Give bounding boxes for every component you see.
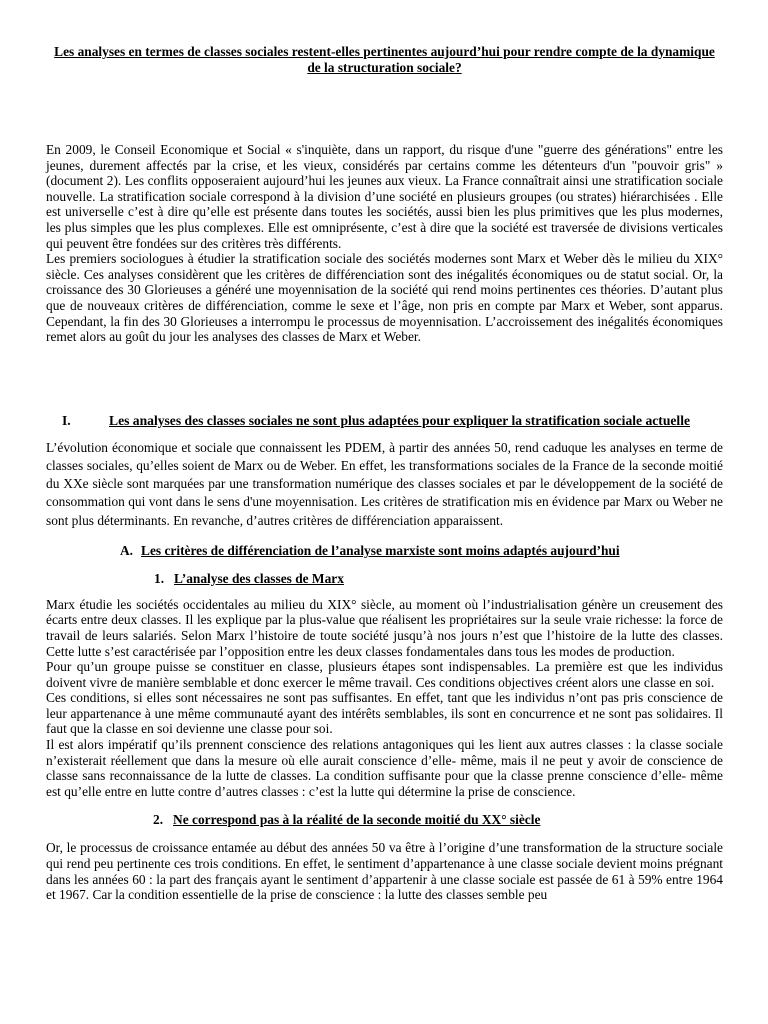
- section-1-body: L’évolution économique et sociale que connaissent les PDEM, à partir des années 50, rend caduque les analyses en terme de classes sociales, qu’elles soient de Marx ou de Weber. En effet, les transformations sociales de la France de la seconde moitié du XXe siècle sont marquées par une transformation numérique des classes sociales et par le développement de la société de consommation qui vont dans le sens d'une moyennisation. Les critères de stratification mis en évidence par Marx ou Weber ne sont plus déterminants. En revanche, d’autres critères de différenciation apparaissent.: [46, 439, 723, 528]
- section-a-title: Les critères de différenciation de l’analyse marxiste sont moins adaptés aujourd’hui: [141, 542, 620, 558]
- intro-paragraph-1: En 2009, le Conseil Economique et Social « s'inquiète, dans un rapport, du risque d'une "guerre des générations" entre les jeunes, durement affectés par la crise, et les vieux, considérés par certains comme les détenteurs d'un "pouvoir gris" » (document 2). Les conflits opposeraient aujourd’hui les jeunes aux vieux. La France connaîtrait ainsi une stratification sociale nouvelle. La stratification sociale correspond à la division d’une société en plusieurs groupes (ou strates) hiérarchisées . Elle est universelle c’est à dire qu’elle est présente dans toutes les sociétés, aussi bien les plus primitives que les plus modernes, les plus simples que les plus complexes. Elle est omniprésente, c’est à dire que la société est traversée de divisions verticales qui peuvent être fondées sur des critères très différents.: [46, 142, 723, 251]
- document-page: [46, 44, 723, 903]
- subsection-2-title: Ne correspond pas à la réalité de la seconde moitié du XX° siècle: [173, 812, 541, 828]
- intro-paragraph-2: Les premiers sociologues à étudier la stratification sociale des sociétés modernes sont Marx et Weber dès le milieu du XIX° siècle. Ces analyses considèrent que les critères de différenciation sont des inégalités économiques ou de statut social. Or, la croissance des 30 Glorieuses a généré une moyennisation de la société qui rend moins pertinentes ces théories. D’autant plus que de nouveaux critères de différenciation, comme le sexe et l’âge, non pris en compte par Marx et Weber, sont apparus. Cependant, la fin des 30 Glorieuses a interrompu le processus de moyennisation. L’accroissement des inégalités économiques remet alors au goût du jour les analyses des classes de Marx et Weber.: [46, 251, 723, 345]
- document-title: Les analyses en termes de classes sociales restent-elles pertinentes aujourd’hui pour rendre compte de la dynamique de la structuration sociale?: [54, 44, 715, 75]
- subsection-2-body: Or, le processus de croissance entamée au début des années 50 va être à l’origine d’une transformation de la structure sociale qui rend peu pertinente ces trois conditions. En effet, le sentiment d’appartenance à une classe sociale devient moins prégnant dans les années 60 : la part des français ayant le sentiment d’appartenir à une classe sociale est passée de 61 à 59% entre 1964 et 1967. Car la condition essentielle de la prise de conscience : la lutte des classes semble peu: [46, 840, 723, 903]
- subsection-1-paragraph-2: Pour qu’un groupe puisse se constituer en classe, plusieurs étapes sont indispensables. La première est que les individus doivent vivre de manière semblable et donc exercer le même travail. Ces conditions objectives créent alors une classe en soi.: [46, 659, 723, 690]
- spacer: [46, 345, 723, 411]
- subsection-1-paragraph-4: Il est alors impératif qu’ils prennent conscience des relations antagoniques qui les lient aux autres classes : la classe sociale n’existerait réellement que dans la mesure où elle aurait conscience d’elle- même, mais il ne peut y avoir de conscience de classe sans reconnaissance de la lutte de classes. La condition suffisante pour que la classe prenne conscience d’elle- même est qu’elle entre en lutte contre d’autres classes : c’est la lutte qui détermine la prise de conscience.: [46, 737, 723, 799]
- subsection-2-heading: [153, 812, 723, 828]
- subsection-1-label: 1.: [154, 570, 165, 586]
- section-1-heading: [46, 411, 723, 431]
- subsection-1-title: L’analyse des classes de Marx: [174, 570, 344, 586]
- section-1-number: I.: [62, 412, 71, 428]
- section-a-label: A.: [120, 542, 134, 558]
- subsection-2-label: 2.: [153, 812, 164, 828]
- subsection-1-paragraph-3: Ces conditions, si elles sont nécessaires ne sont pas suffisantes. En effet, tant que les individus n’ont pas pris conscience de leur appartenance à une même communauté ayant des intérêts semblables, ils sont en concurrence et ne sont pas solidaires. Il faut que la classe en soi devienne une classe pour soi.: [46, 690, 723, 737]
- section-1-title: Les analyses des classes sociales ne sont plus adaptées pour expliquer la stratification sociale actuelle: [109, 412, 691, 428]
- section-a-heading: [120, 543, 723, 559]
- subsection-1-paragraph-1: Marx étudie les sociétés occidentales au milieu du XIX° siècle, au moment où l’industrialisation génère un creusement des écarts entre deux classes. Il les explique par la plus-value que réalisent les propriétaires sur la seule vraie richesse: la force de travail de leurs salariés. Selon Marx l’histoire de toute société jusqu’à nos jours n’est que l’histoire de la lutte des classes. Cette lutte s’est caractérisée par l’opposition entre les deux classes fondamentales dans tous les modes de production.: [46, 596, 723, 659]
- subsection-1-heading: [154, 571, 723, 587]
